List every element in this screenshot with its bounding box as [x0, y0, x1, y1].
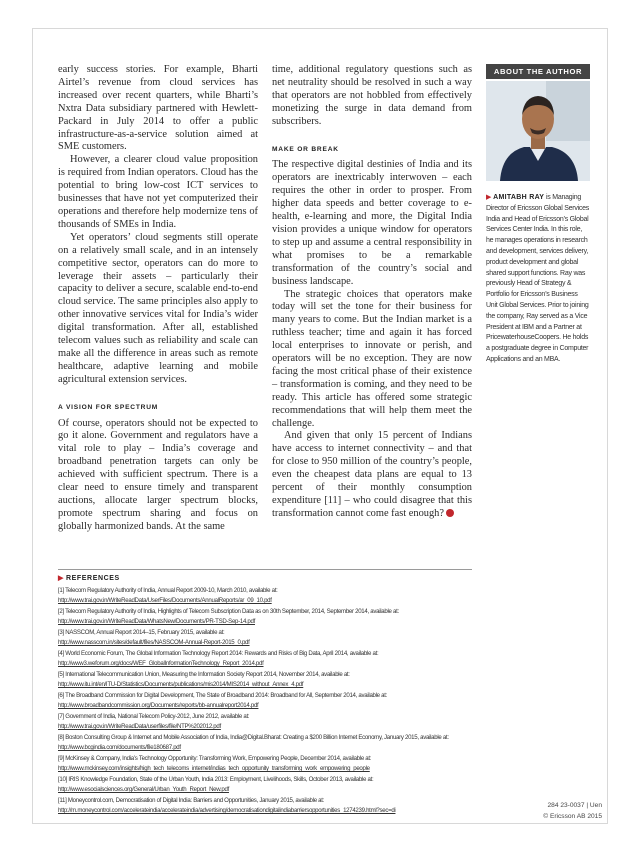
reference-item	[58, 586, 468, 607]
copyright: © Ericsson AB 2015	[543, 812, 602, 820]
triangle-bullet-icon: ▶	[486, 194, 492, 201]
reference-item	[58, 628, 468, 649]
paragraph	[272, 430, 472, 520]
reference-link[interactable]: http://www.bcgindia.com/documents/file180687.pdf	[58, 744, 181, 751]
paragraph: However, a clearer cloud value proposition is required from Indian operators. Cloud has the potential to bring low-cost ICT services to businesses that have not yet computerized their operations and therefore help modernize tens of thousands of SMEs in India.	[58, 154, 258, 230]
paragraph: time, additional regulatory questions such as net neutrality should be resolved in such a way that operators are not hobbled from effectively monetizing the surge in data demand from subscribers.	[272, 64, 472, 127]
reference-text: [2] Telecom Regulatory Authority of India, Highlights of Telecom Subscription Data as on 30th September, 2014, September 2014, available at:	[58, 607, 399, 615]
reference-text: [5] International Telecommunication Union, Measuring the Information Society Report 2014, November 2014, available at:	[58, 670, 350, 678]
references-divider	[58, 569, 472, 570]
author-name: AMITABH RAY	[493, 194, 545, 201]
reference-link[interactable]: http://www.mckinsey.com/insights/high_tech_telecoms_internet/indias_tech_opportunity_transforming_work_empowering_people	[58, 765, 370, 772]
section-heading: MAKE OR BREAK	[272, 145, 339, 153]
reference-item	[58, 754, 468, 775]
reference-text: [7] Government of India, National Telecom Policy-2012, June 2012, available at:	[58, 712, 250, 720]
paragraph: The strategic choices that operators make today will set the tone for their business for many years to come. But the Indian market is a ruthless teacher; time and again it has forced local enterprises to innovate or perish, and operators will be no exception. They are now facing the most critical phase of their existence – transformation is coming, and they need to be ready. This article has offered some strategic recommendations that will help them meet the challenge.	[272, 288, 472, 429]
references-header	[58, 574, 468, 585]
references	[58, 574, 468, 817]
reference-text: [11] Moneycontrol.com, Democratisation of Digital India: Barriers and Opportunities, January 2015, available at:	[58, 796, 325, 804]
paragraph: Of course, operators should not be expected to go it alone. Government and regulators have a vital role to play – India’s coverage and broadband penetration targets can only be achieved with sufficient spectrum. There is a clear need to ensure timely and transparent auctions, allocate larger spectrum blocks, promote spectrum sharing and focus on globally harmonized bands. At the same	[58, 417, 258, 532]
column-1	[58, 64, 258, 534]
author-bio-text: is Managing Director of Ericsson Global Services India and Head of Ericsson’s Global Services Center India. In this role, he manages operations in research and development, services delivery, product development and global shared support functions. Ray was previously Head of Strategy & Portfolio for Ericsson’s Business Unit Global Services. Prior to joining the company, Ray served as a Vice President at IBM and a Partner at PricewaterhouseCoopers. He holds a postgraduate degree in Computer Applications and an MBA.	[486, 194, 590, 363]
reference-text: [8] Boston Consulting Group & Internet and Mobile Association of India, India@Digital.Bharat: Creating a $200 Billion Internet Economy, January 2015, available at:	[58, 733, 449, 741]
end-mark-icon	[446, 509, 454, 517]
about-author-header: ABOUT THE AUTHOR	[486, 64, 590, 79]
reference-item	[58, 733, 468, 754]
paragraph: early success stories. For example, Bharti Airtel’s revenue from cloud services has increased over recent quarters, while Bharti’s Nxtra Data subsidiary partnered with Hewlett-Packard in July 2014 to offer a public infrastructure-as-a-service solution aimed at SME customers.	[58, 64, 258, 153]
column-2	[272, 64, 472, 521]
document-number: 284 23-0037 | Uen	[547, 802, 602, 809]
reference-text: [6] The Broadband Commission for Digital Development, The State of Broadband 2014: Broadband for All, September 2014, available at:	[58, 691, 388, 699]
reference-text: [9] McKinsey & Company, India’s Technology Opportunity: Transforming Work, Empowering People, December 2014, available at:	[58, 754, 372, 762]
author-photo	[486, 81, 590, 181]
author-bio	[486, 193, 590, 366]
paragraph: Yet operators’ cloud segments still operate on a relatively small scale, and in an intensely competitive sector, operators can do more to leverage their assets – particularly their capacity to deliver a secure, scalable end-to-end cloud service. The same principles also apply to other innovative services vital for India’s wider digital transformation. After all, established telecom values such as reliability and scale can make all the difference in areas such as remote healthcare, adaptive learning and mobile agricultural extension services.	[58, 231, 258, 385]
reference-link[interactable]: http://www.itu.int/en/ITU-D/Statistics/Documents/publications/mis2014/MIS2014_without_Annex_4.pdf	[58, 681, 304, 688]
reference-link[interactable]: http://www3.weforum.org/docs/WEF_GlobalInformationTechnology_Report_2014.pdf	[58, 660, 264, 667]
author-portrait-icon	[486, 81, 590, 181]
reference-item	[58, 775, 468, 796]
about-the-author	[486, 64, 590, 366]
references-title: REFERENCES	[65, 575, 120, 582]
reference-link[interactable]: http://www.trai.gov.in/WriteReadData/UserFiles/Documents/AnnualReports/ar_09_10.pdf	[58, 597, 272, 604]
reference-link[interactable]: http://www.nasscom.in/sites/default/files/NASSCOM-Annual-Report-2015_0.pdf	[58, 639, 250, 646]
reference-text: [10] IRIS Knowledge Foundation, State of the Urban Youth, India 2013: Employment, Livelihoods, Skills, October 2013, available at:	[58, 775, 374, 783]
reference-item	[58, 670, 468, 691]
reference-text: [4] World Economic Forum, The Global Information Technology Report 2014: Rewards and Risks of Big Data, April 2014, available at:	[58, 649, 379, 657]
reference-link[interactable]: http://m.moneycontrol.com/accelerateindia/accelerateindia/advertising/democratisationdigitalindiabarriersopportunities_1274239.html?sec=di	[58, 807, 396, 814]
reference-item	[58, 796, 468, 817]
reference-link[interactable]: http://www.esocialsciences.org/General/Urban_Youth_Report_New.pdf	[58, 786, 229, 793]
reference-link[interactable]: http://www.broadbandcommission.org/Documents/reports/bb-annualreport2014.pdf	[58, 702, 259, 709]
reference-link[interactable]: http://www.trai.gov.in/WriteReadData/userfiles/file/NTP%202012.pdf	[58, 723, 221, 730]
reference-link[interactable]: http://www.trai.gov.in/WriteReadData/WhatsNew/Documents/PR-TSD-Sep-14.pdf	[58, 618, 255, 625]
section-heading: A VISION FOR SPECTRUM	[58, 403, 159, 411]
document-footer	[520, 801, 602, 822]
paragraph-text: And given that only 15 percent of Indians have access to internet connectivity – and that for close to 950 million of the country’s people, even the cheapest data plans are equal to 13 percent of their monthly consumption expenditure [11] – who could disagree that this transformation cannot come fast enough?	[272, 430, 472, 519]
reference-text: [1] Telecom Regulatory Authority of India, Annual Report 2009-10, March 2010, available at:	[58, 586, 278, 594]
reference-text: [3] NASSCOM, Annual Report 2014–15, February 2015, available at:	[58, 628, 225, 636]
reference-item	[58, 607, 468, 628]
paragraph: The respective digital destinies of India and its operators are inextricably interwoven – each requires the other in order to prosper. From higher data speeds and better coverage to e-health, e-learning and more, the Digital India vision provides a unique window for operators to step up and assume a central responsibility in what promises to be a remarkable transformation of the country’s social and business landscape.	[272, 159, 472, 287]
reference-item	[58, 691, 468, 712]
reference-item	[58, 712, 468, 733]
reference-item	[58, 649, 468, 670]
triangle-bullet-icon: ▶	[58, 575, 64, 582]
